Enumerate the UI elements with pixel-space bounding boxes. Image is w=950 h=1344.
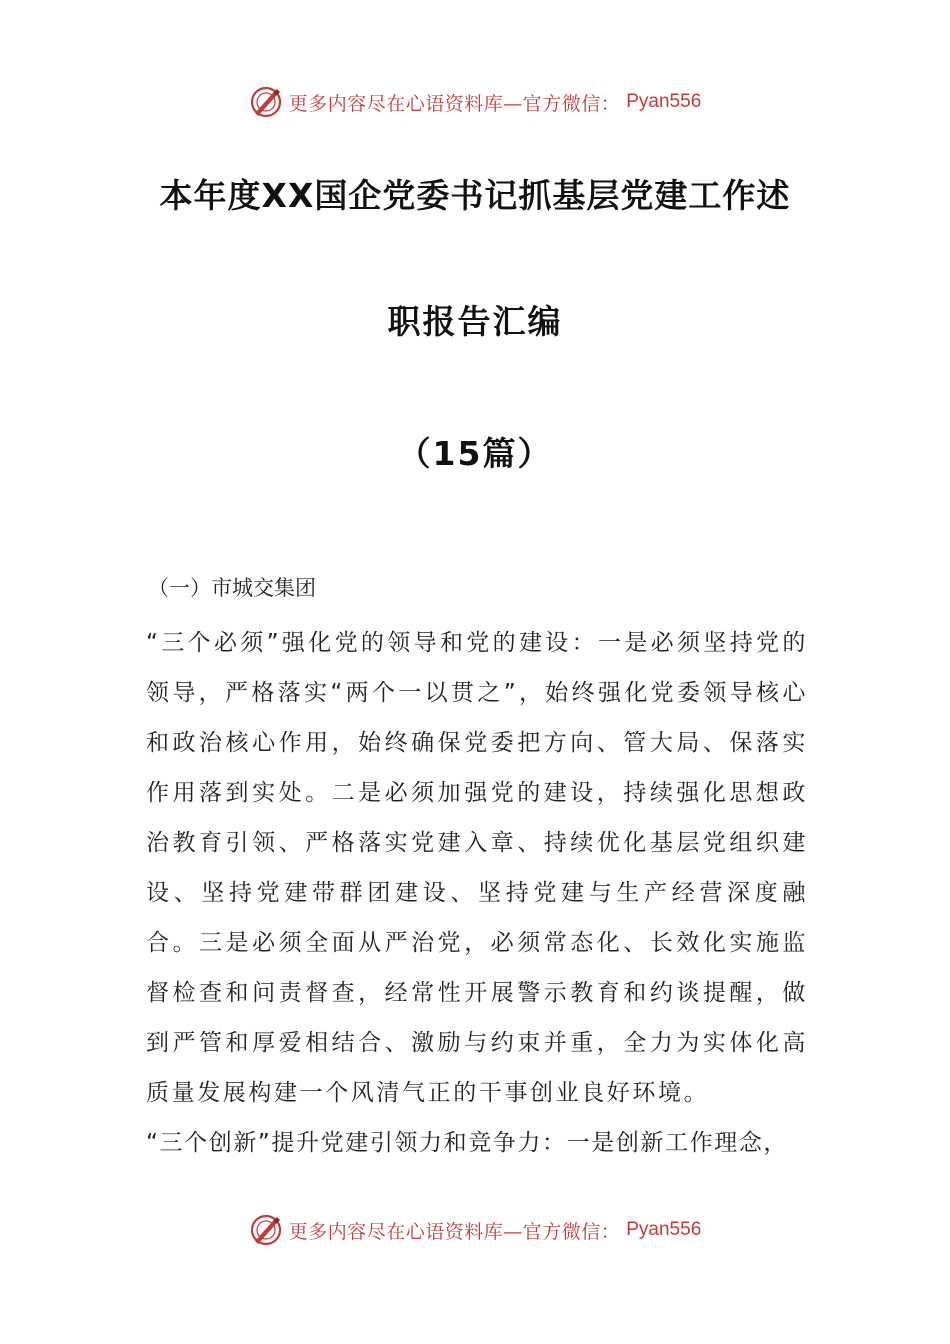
- document-title-line-2: 职报告汇编: [387, 302, 563, 341]
- pen-seal-icon: [249, 1213, 283, 1247]
- document-title-line-1: 本年度XX国企党委书记抓基层党建工作述: [159, 176, 791, 215]
- section-heading: （一）市城交集团: [148, 576, 316, 600]
- pen-seal-icon: [249, 85, 283, 119]
- paragraph: “三个必须”强化党的领导和党的建设：一是必须坚持党的领导，严格落实“两个一以贯之”，始终强化党委领导核心和政治核心作用，始终确保党委把方向、管大局、保落实作用落到实处。二是必须加强党的建设，持续强化思想政治教育引领、严格落实党建入章、持续优化基层党组织建设、坚持党建带群团建设、坚持党建与生产经营深度融合。三是必须全面从严治党，必须常态化、长效化实施监督检查和问责督查，经常性开展警示教育和约谈提醒，做到严管和厚爱相结合、激励与约束并重，全力为实体化高质量发展构建一个风清气正的干事创业良好环境。: [146, 630, 808, 1106]
- watermark-wechat-id: Pyan556: [626, 1219, 702, 1240]
- watermark-text: 更多内容尽在心语资料库—官方微信：: [288, 1220, 621, 1243]
- paragraph: “三个创新”提升党建引领力和竞争力：一是创新工作理念，: [146, 1130, 789, 1156]
- document-title-count: （15篇）: [397, 434, 553, 473]
- watermark-text: 更多内容尽在心语资料库—官方微信：: [288, 92, 621, 115]
- watermark-banner-top: [0, 82, 950, 122]
- watermark-banner-bottom: [0, 1210, 950, 1250]
- body-text: [146, 618, 808, 1168]
- watermark-wechat-id: Pyan556: [626, 91, 702, 112]
